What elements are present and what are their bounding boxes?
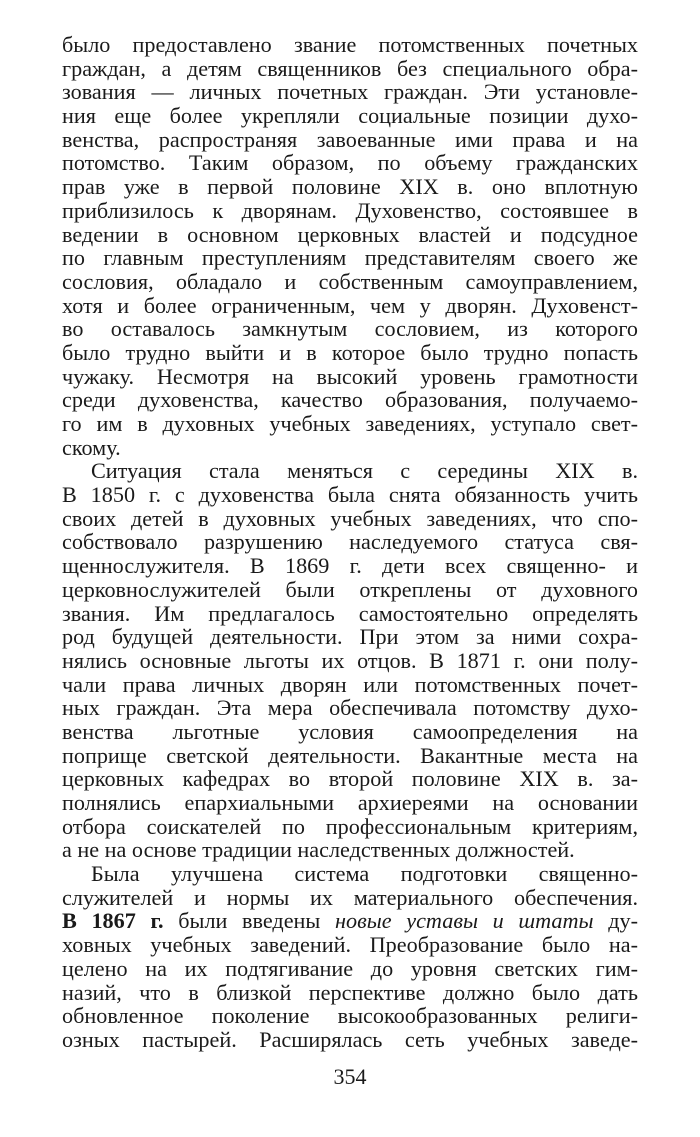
text-line: чужаку. Несмотря на высокий уровень грамотности <box>62 363 638 389</box>
text-line: звания. Им предлагалось самостоятельно определять <box>62 600 638 626</box>
text-line: во оставалось замкнутым сословием, из которого <box>62 316 638 342</box>
text-line: ведении в основном церковных властей и подсудное <box>62 221 638 247</box>
paragraph <box>62 459 638 862</box>
text-line: граждан, а детям священников без специального обра- <box>62 55 638 81</box>
text-line: Была улучшена система подготовки священно- <box>91 861 638 887</box>
text-line: отбора соискателей по профессиональным критериям, <box>62 813 638 839</box>
text-line: род будущей деятельности. При этом за ними сохра- <box>62 624 638 650</box>
paragraph <box>62 33 638 459</box>
italic-phrase: новые уставы и штаты <box>334 908 594 934</box>
text-line: служителей и нормы их материального обеспечения. <box>62 884 638 910</box>
text-line: церковнослужителей были откреплены от духовного <box>62 576 638 602</box>
text-line-mixed <box>62 909 638 933</box>
text-line: хотя и более ограниченным, чем у дворян. Духовенст- <box>62 292 638 318</box>
page-text <box>62 33 638 1052</box>
text-line: собствовало разрушению наследуемого статуса свя- <box>62 529 638 555</box>
text-line: сословия, обладало и собственным самоуправлением, <box>62 268 638 294</box>
text-line: го им в духовных учебных заведениях, уступало свет- <box>62 411 638 436</box>
text-line: полнялись епархиальными архиереями на основании <box>62 790 638 815</box>
text-line: ховных учебных заведений. Преобразование было на- <box>62 932 638 958</box>
text-line: щеннослужителя. В 1869 г. дети всех священно- и <box>62 553 638 579</box>
text-line: своих детей в духовных учебных заведениях, что спо- <box>62 505 638 531</box>
text-line: было предоставлено звание потомственных почетных <box>62 32 638 57</box>
text-line: целено на их подтягивание до уровня светских гим- <box>62 955 638 981</box>
text-line: ния еще более укрепляли социальные позиции духо- <box>62 103 638 129</box>
text-line: церковных кафедрах во второй половине XIX в. за- <box>62 766 638 792</box>
text-line: венства, распространяя завоеванные ими права и на <box>62 126 638 152</box>
text-line: а не на основе традиции наследственных должностей. <box>62 837 575 863</box>
page-number: 354 <box>333 1064 367 1089</box>
text-line: назий, что в близкой перспективе должно было дать <box>62 979 638 1005</box>
text-line: среди духовенства, качество образования, получаемо- <box>62 387 638 413</box>
text-run: ду- <box>593 908 638 934</box>
text-line: обновленное поколение высокообразованных религи- <box>62 1003 638 1029</box>
text-line: было трудно выйти и в которое было трудно попасть <box>62 339 638 365</box>
text-line: потомство. Таким образом, по объему гражданских <box>62 150 638 176</box>
text-line: зования — личных почетных граждан. Эти установле- <box>62 79 638 105</box>
text-line: приблизилось к дворянам. Духовенство, состоявшее в <box>62 197 638 223</box>
text-line: В 1850 г. с духовенства была снята обязанность учить <box>62 482 638 508</box>
paragraph <box>62 862 638 1052</box>
bold-date: В 1867 г. <box>62 908 164 934</box>
text-line: нялись основные льготы их отцов. В 1871 г. они полу- <box>62 647 638 673</box>
text-line: прав уже в первой половине XIX в. оно вплотную <box>62 174 638 200</box>
text-line: ных граждан. Эта мера обеспечивала потомству духо- <box>62 695 638 721</box>
text-run: были введены <box>163 908 335 934</box>
text-line: по главным преступлениям представителям своего же <box>62 245 638 271</box>
text-line: скому. <box>62 434 121 460</box>
text-line: чали права личных дворян или потомственных почет- <box>62 671 638 697</box>
text-line: венства льготные условия самоопределения на <box>62 718 638 744</box>
text-line: озных пастырей. Расширялась сеть учебных заведе- <box>62 1026 638 1052</box>
text-line: поприще светской деятельности. Вакантные места на <box>62 742 638 768</box>
text-line: Ситуация стала меняться с середины XIX в. <box>91 458 638 484</box>
